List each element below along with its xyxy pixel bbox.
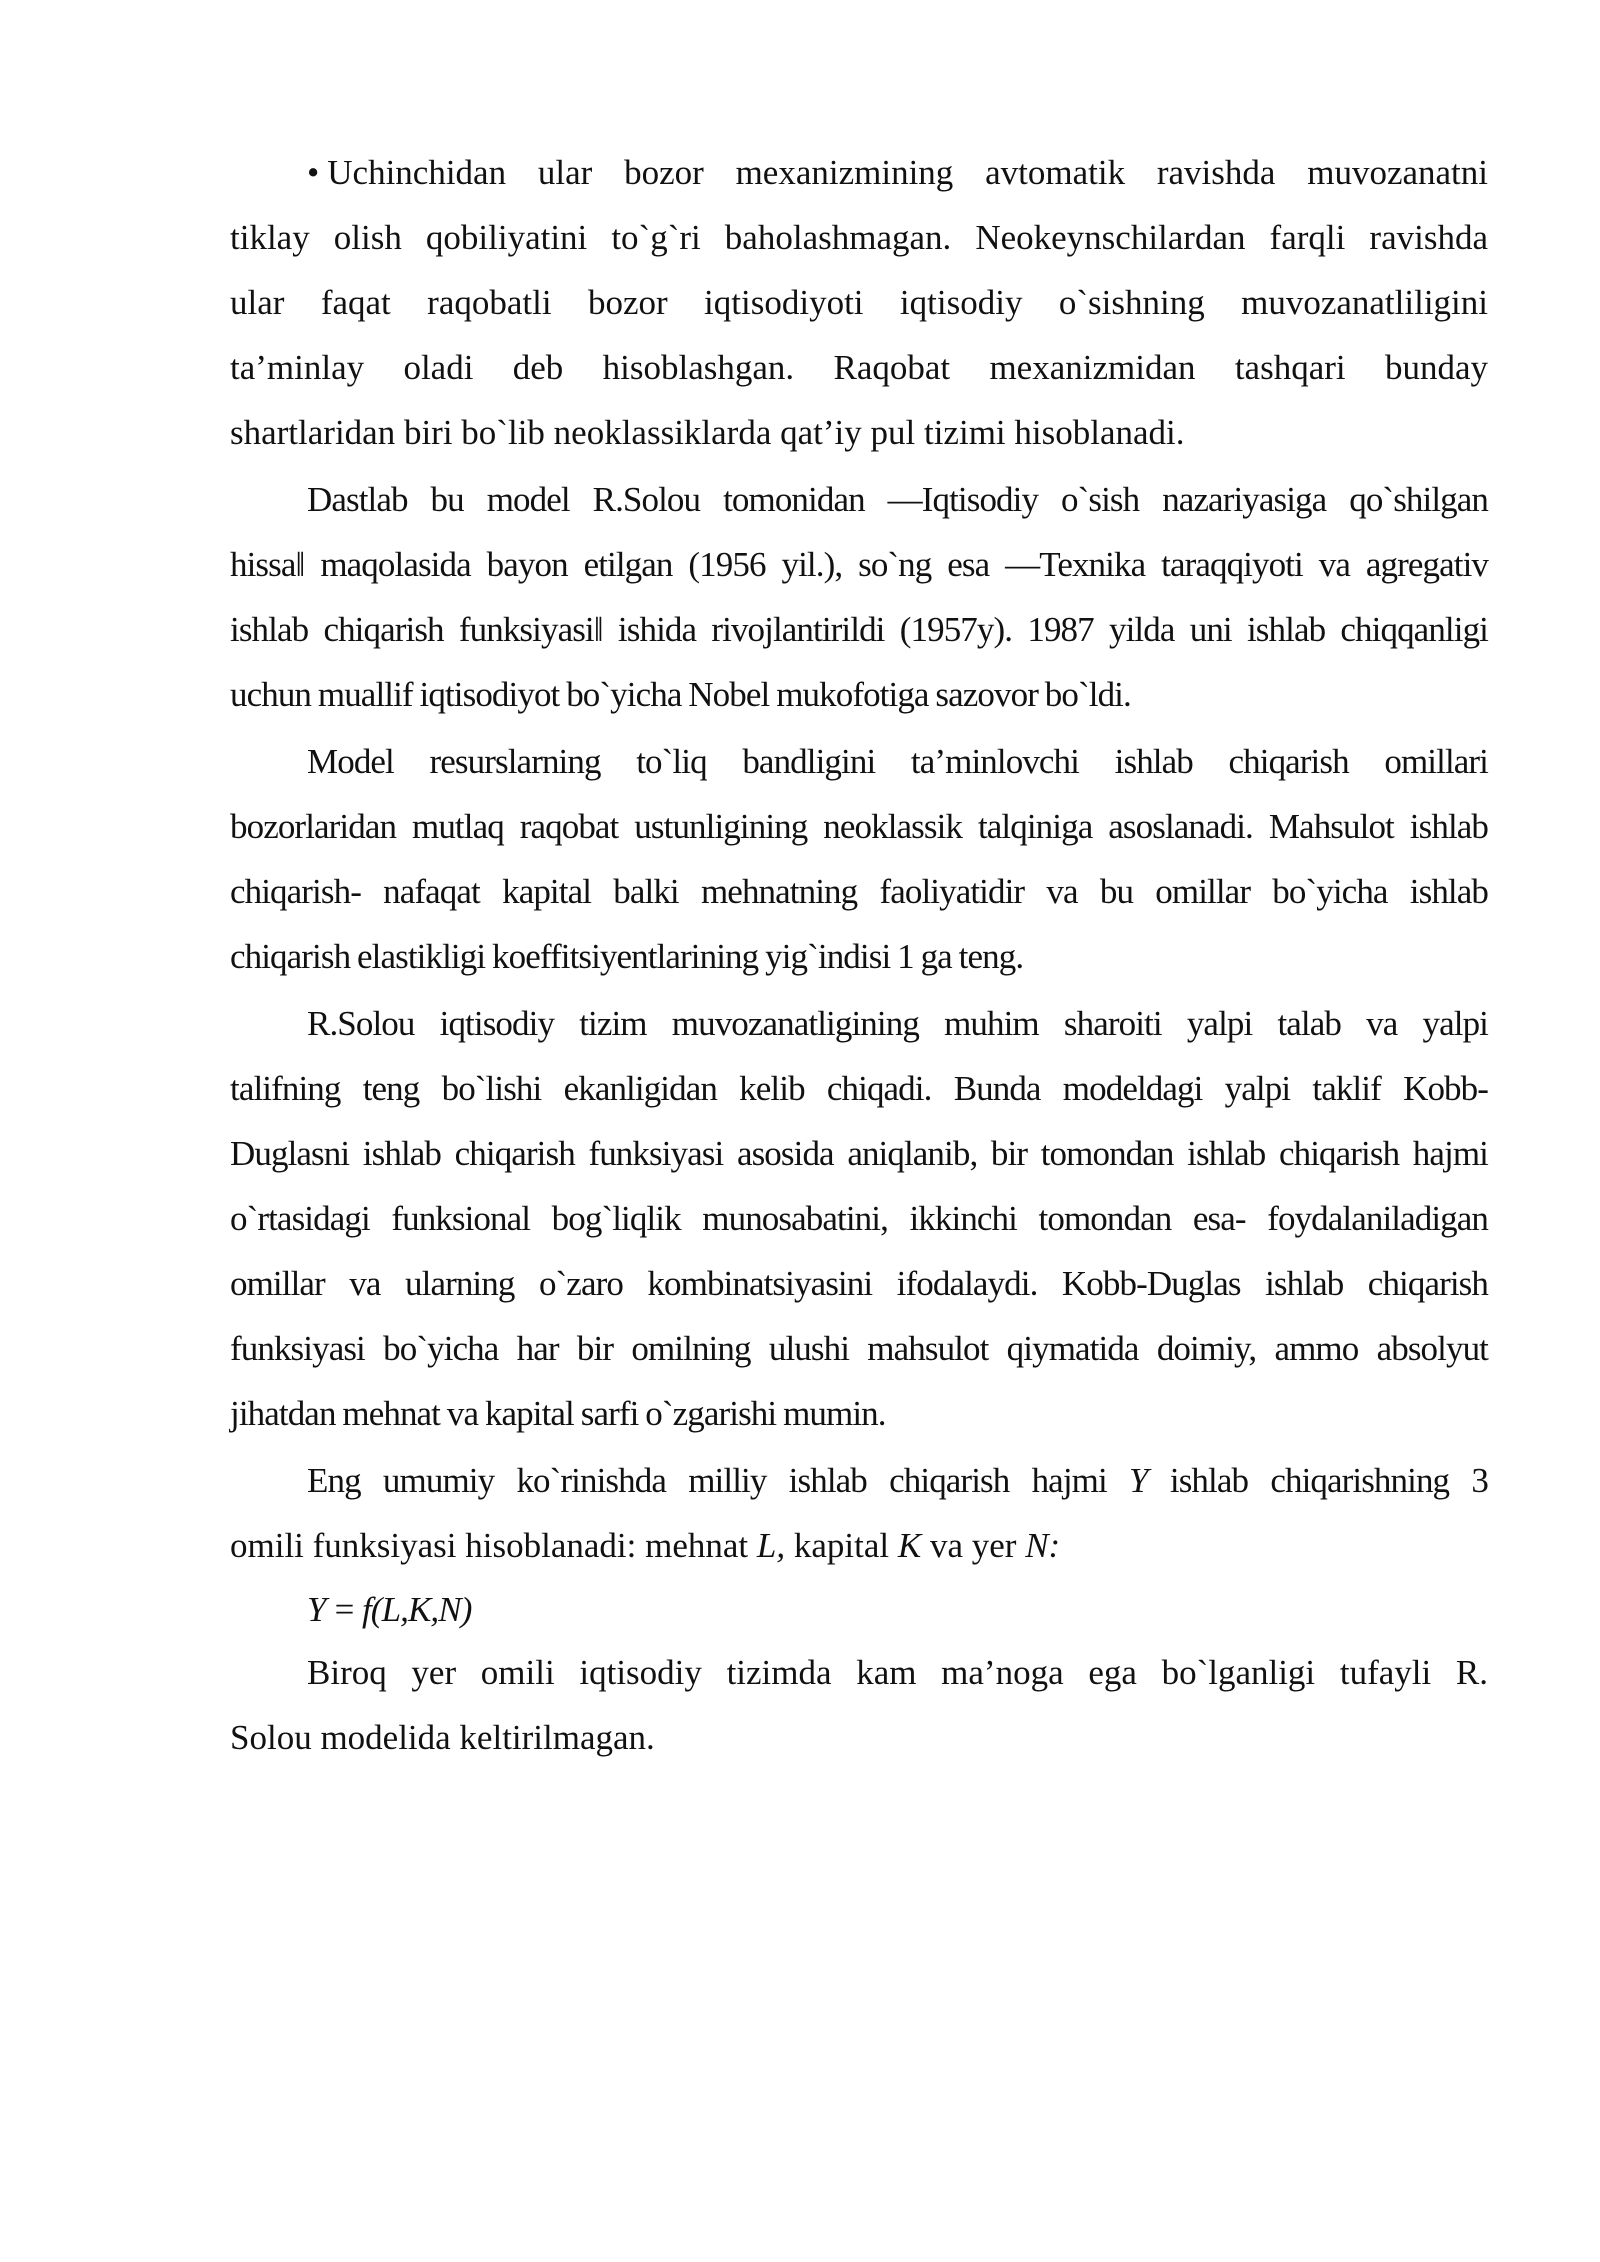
text-line: omillar va ularning o`zaro kombinatsiyasini ifodalaydi. Kobb-Duglas ishlab chiqarish (230, 1264, 1488, 1303)
text-line: funksiyasi bo`yicha har bir omilning ulushi mahsulot qiymatida doimiy, ammo absolyut (230, 1329, 1488, 1368)
text-line: o`rtasidagi funksional bog`liqlik munosabatini, ikkinchi tomondan esa- foydalaniladigan (230, 1199, 1488, 1238)
text-line: hissa‖ maqolasida bayon etilgan (1956 yil.), so`ng esa ―Texnika taraqqiyoti va agregativ (230, 545, 1488, 584)
text-line: ular faqat raqobatli bozor iqtisodiyoti iqtisodiy o`sishning muvozanatliligini (230, 283, 1488, 322)
text-line: ishlab chiqarish funksiyasi‖ ishida rivojlantirildi (1957y). 1987 yilda uni ishlab chiqqanligi (230, 610, 1488, 649)
text-span: ishlab chiqarishning 3 (1147, 1461, 1488, 1500)
text-line: ta’minlay oladi deb hisoblashgan. Raqobat mexanizmidan tashqari bunday (230, 348, 1488, 387)
text-line: uchun muallif iqtisodiyot bo`yicha Nobel mukofotiga sazovor bo`ldi. (230, 675, 1131, 714)
text-line: tiklay olish qobiliyatini to`g`ri baholashmagan. Neokeynschilardan farqli ravishda (230, 218, 1488, 257)
variable-k: K (897, 1526, 922, 1565)
text-line: chiqarish- nafaqat kapital balki mehnatning faoliyatidir va bu omillar bo`yicha ishlab (230, 872, 1488, 911)
variable-l: L, (756, 1526, 786, 1565)
text-line: shartlaridan biri bo`lib neoklassiklarda qat’iy pul tizimi hisoblanadi. (230, 413, 1185, 452)
text-line: R.Solou iqtisodiy tizim muvozanatligining muhim sharoiti yalpi talab va yalpi (307, 1004, 1488, 1043)
text-span: va yer (921, 1526, 1026, 1565)
text-span: omili funksiyasi hisoblanadi: mehnat (230, 1526, 757, 1565)
text-line: Dastlab bu model R.Solou tomonidan ―Iqtisodiy o`sish nazariyasiga qo`shilgan (307, 480, 1488, 519)
text-span: Eng umumiy ko`rinishda milliy ishlab chiqarish hajmi (307, 1461, 1130, 1500)
text-line (307, 148, 1488, 198)
text-line: jihatdan mehnat va kapital sarfi o`zgarishi mumin. (230, 1394, 886, 1433)
text-line: talifning teng bo`lishi ekanligidan kelib chiqadi. Bunda modeldagi yalpi taklif Kobb- (230, 1069, 1488, 1108)
variable-y: Y (1129, 1461, 1148, 1500)
text-line: Model resurslarning to`liq bandligini ta’minlovchi ishlab chiqarish omillari (307, 742, 1488, 781)
text-line: Duglasni ishlab chiqarish funksiyasi asosida aniqlanib, bir tomondan ishlab chiqarish hajmi (230, 1134, 1488, 1173)
text-line: Solou modelida keltirilmagan. (230, 1718, 655, 1757)
variable-n: N: (1025, 1526, 1061, 1565)
text-line (307, 1456, 1488, 1506)
text-line: bozorlaridan mutlaq raqobat ustunligining neoklassik talqiniga asoslanadi. Mahsulot ishlab (230, 807, 1488, 846)
text-line-content: Uchinchidan ular bozor mexanizmining avtomatik ravishda muvozanatni (327, 153, 1488, 192)
text-line: Biroq yer omili iqtisodiy tizimda kam ma’noga ega bo`lganligi tufayli R. (307, 1653, 1488, 1692)
text-line: chiqarish elastikligi koeffitsiyentlarining yig`indisi 1 ga teng. (230, 937, 1024, 976)
production-function-formula: Y = f(L,K,N) (307, 1590, 472, 1629)
text-span: kapital (785, 1526, 898, 1565)
bullet-marker: • (307, 153, 320, 192)
text-line (230, 1521, 1488, 1571)
